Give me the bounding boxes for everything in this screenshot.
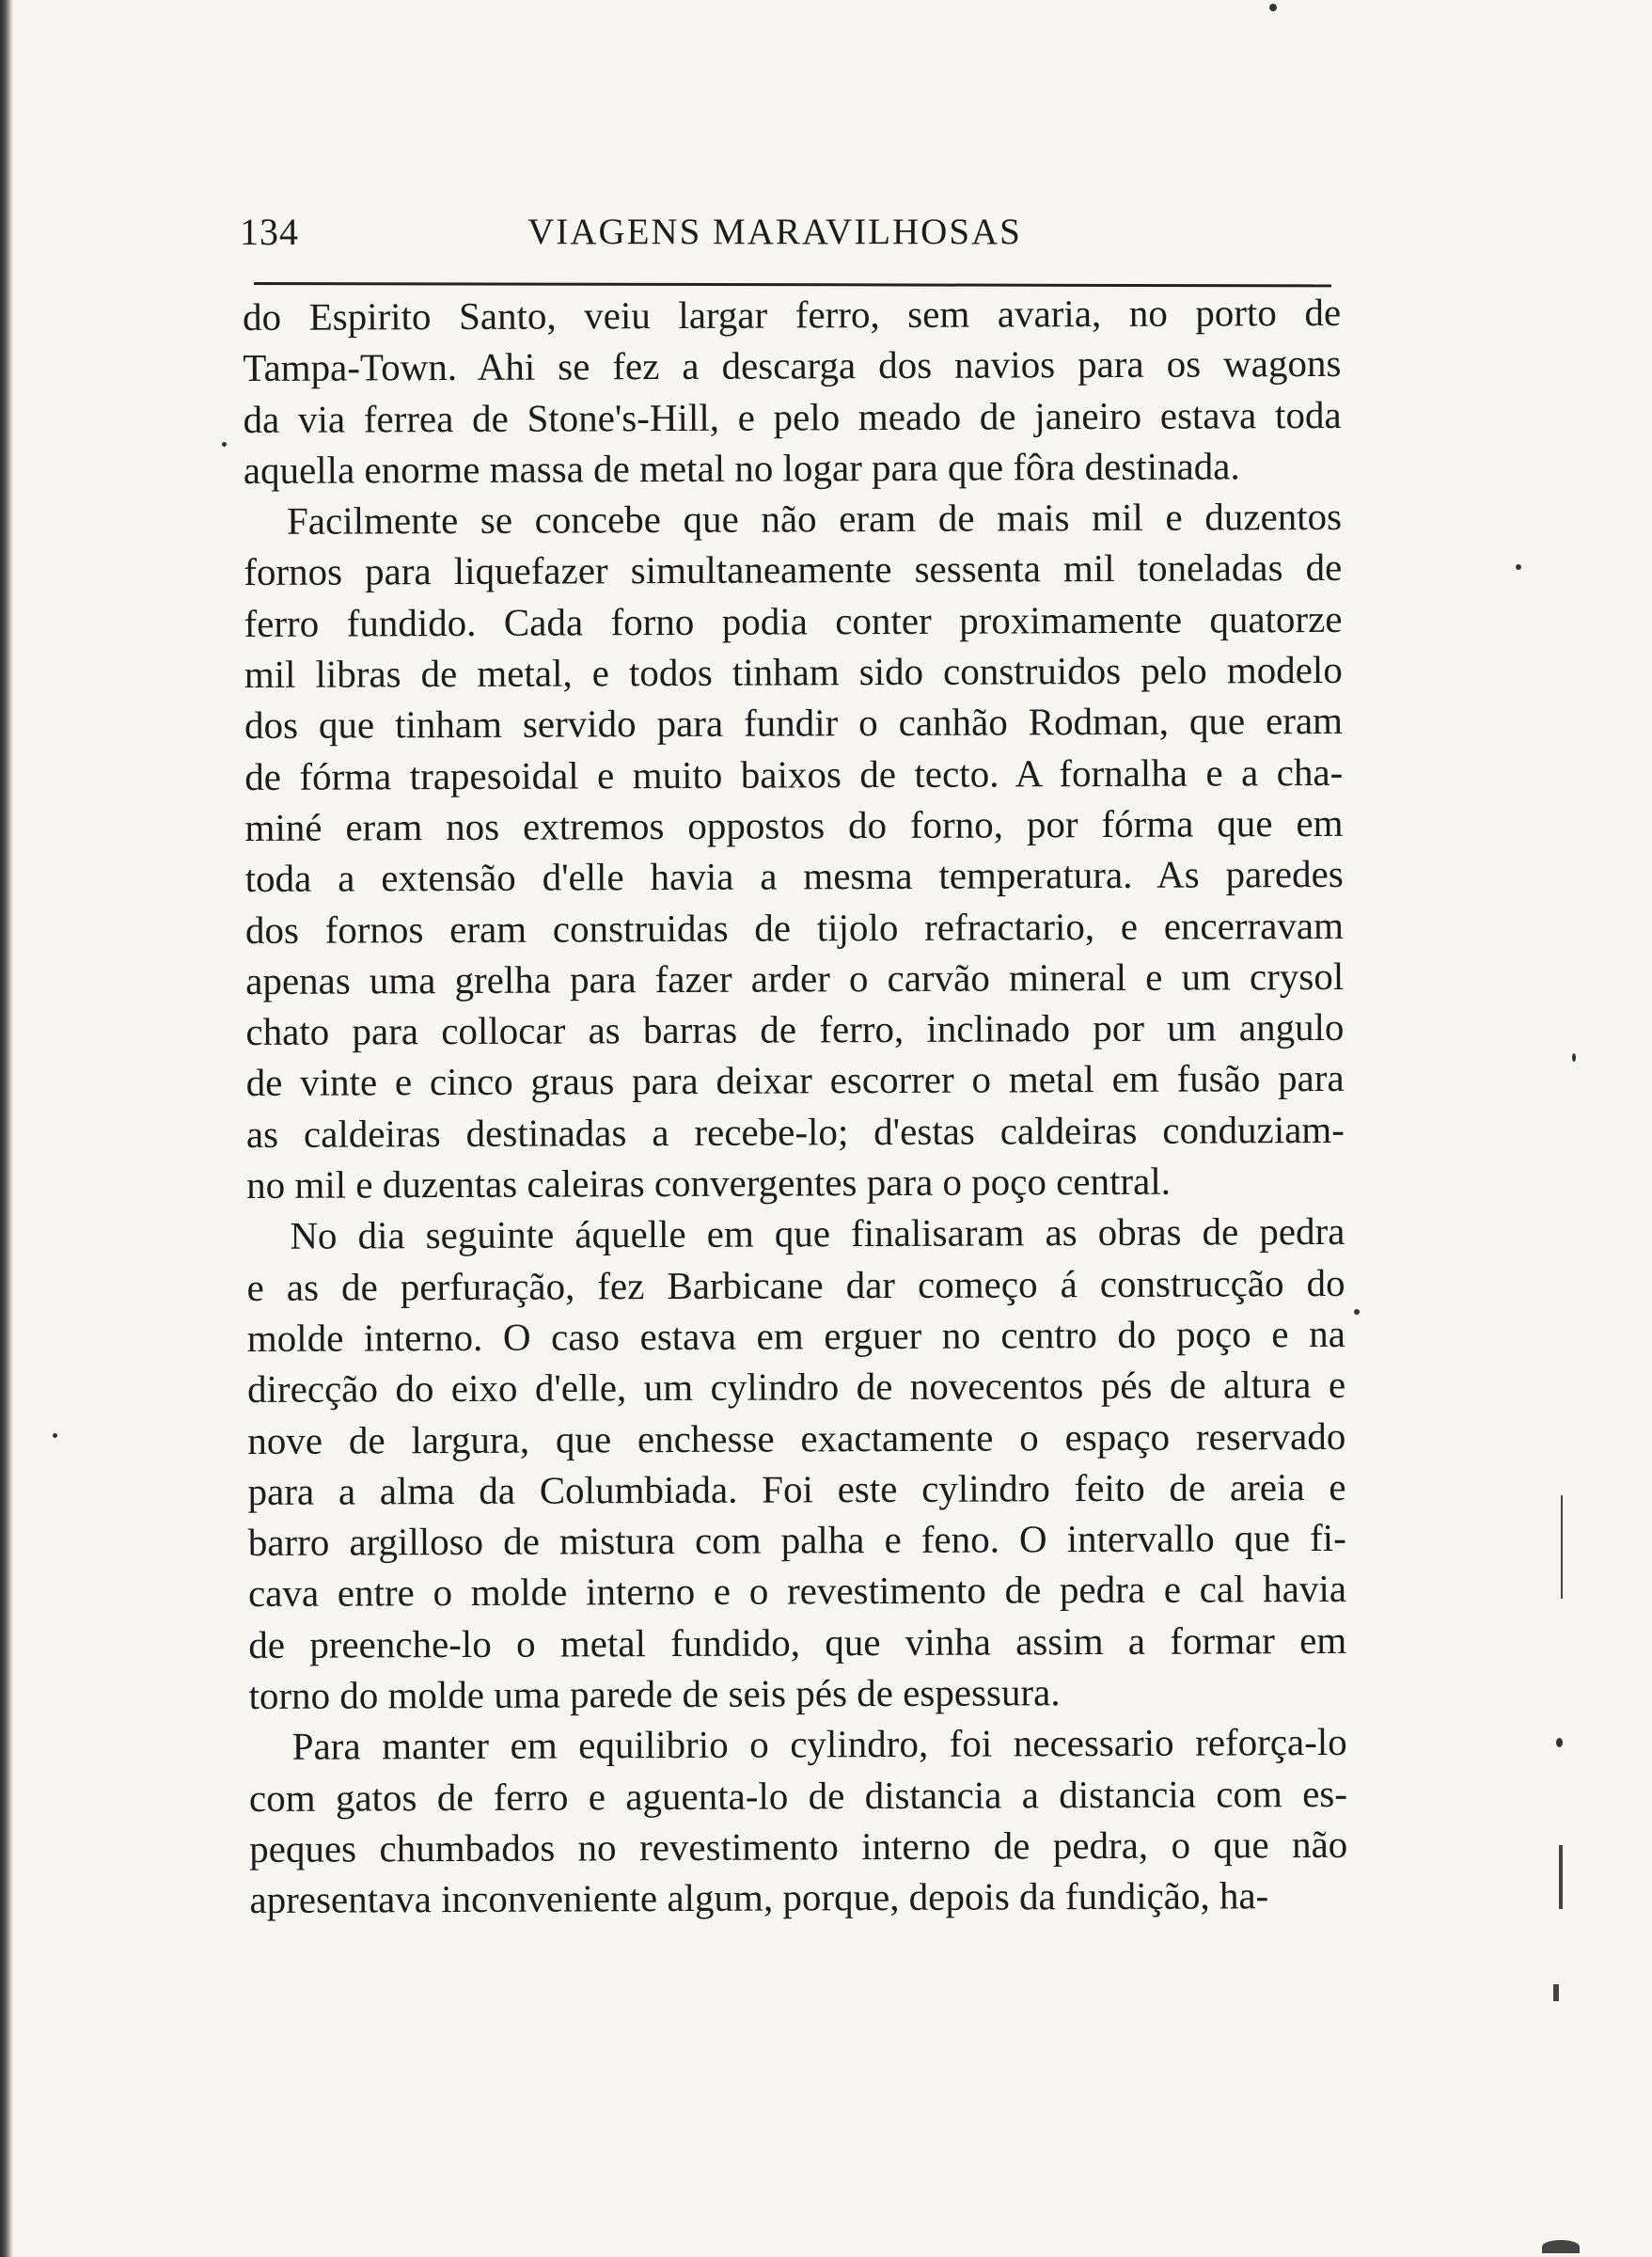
text-line: Tampa-Town. Ahi se fez a descarga dos navios para os wagons [243, 341, 1342, 390]
margin-mark [1542, 2240, 1580, 2253]
ink-speck [222, 442, 227, 447]
page-number: 134 [240, 211, 299, 253]
text-line: nove de largura, que enchesse exactamente o espaço reservado [247, 1413, 1346, 1462]
paragraph [246, 1206, 1346, 1721]
text-line: e as de perfuração, fez Barbicane dar começo á construcção do [246, 1260, 1345, 1309]
ink-speck [1269, 4, 1277, 11]
text-line: ferro fundido. Cada forno podia conter proximamente quatorze [244, 596, 1343, 645]
ink-speck [1556, 1738, 1563, 1747]
text-line: para a alma da Columbiada. Foi este cylindro feito de areia e [247, 1464, 1346, 1513]
body-text [243, 287, 1348, 1926]
text-line: torno do molde uma parede de seis pés de espessura. [248, 1670, 1061, 1718]
paragraph [243, 287, 1342, 496]
margin-mark [1553, 1984, 1559, 2001]
text-line: de fórma trapesoidal e muito baixos de tecto. A fornalha e a cha- [244, 750, 1344, 798]
text-line: apresentava inconveniente algum, porque, depois da fundição, ha- [249, 1873, 1269, 1922]
text-line: molde interno. O caso estava em erguer no centro do poço e na [246, 1311, 1345, 1360]
text-line: mil libras de metal, e todos tinham sido construidos pelo modelo [244, 647, 1343, 697]
text-line: Para manter em equilibrio o cylindro, foi necessario reforça-lo [291, 1720, 1347, 1769]
ink-speck [1516, 564, 1521, 570]
text-line: do Espirito Santo, veiu largar ferro, sem avaria, no porto de [243, 290, 1342, 339]
text-line: da via ferrea de Stone's-Hill, e pelo meado de janeiro estava toda [243, 392, 1342, 441]
text-line: peques chumbados no revestimento interno de pedra, o que não [249, 1822, 1348, 1870]
text-line: dos fornos eram construidas de tijolo refractario, e encerravam [244, 903, 1345, 952]
running-title: VIAGENS MARAVILHOSAS [527, 212, 1022, 252]
text-line: Facilmente se concebe que não eram de mais mil e duzentos [286, 495, 1343, 543]
text-line: apenas uma grelha para fazer arder o carvão mineral e um crysol [245, 954, 1345, 1002]
text-line: barro argilloso de mistura com palha e feno. O intervallo que fi- [247, 1516, 1346, 1565]
text-line: aquella enorme massa de metal no logar para que fôra destinada. [243, 444, 1240, 492]
text-line: chato para collocar as barras de ferro, inclinado por um angulo [245, 1005, 1345, 1054]
text-line: No dia seguinte áquelle em que finalisaram as obras de pedra [290, 1209, 1345, 1258]
text-line: fornos para liquefazer simultaneamente sessenta mil toneladas de [244, 545, 1343, 594]
header-rule [254, 282, 1331, 287]
margin-mark [1559, 1845, 1563, 1909]
text-line: as caldeiras destinadas a recebe-lo; d'estas caldeiras conduziam- [245, 1107, 1345, 1156]
binding-edge [0, 0, 13, 2257]
text-line: toda a extensão d'elle havia a mesma temperatura. As paredes [244, 852, 1344, 901]
paragraph [249, 1716, 1348, 1925]
ink-speck [53, 1433, 57, 1438]
margin-mark [1561, 1495, 1563, 1599]
text-line: no mil e duzentas caleiras convergentes para o poço central. [246, 1159, 1172, 1207]
text-line: cava entre o molde interno e o revestimento de pedra e cal havia [247, 1567, 1347, 1616]
text-line: miné eram nos extremos oppostos do forno, por fórma que em [244, 800, 1344, 849]
text-line: de preenche-lo o metal fundido, que vinha assim a formar em [248, 1618, 1347, 1666]
page-header [240, 209, 1310, 265]
ink-speck [1572, 1053, 1576, 1062]
text-line: dos que tinham servido para fundir o canhão Rodman, que eram [244, 699, 1344, 748]
text-line: com gatos de ferro e aguenta-lo de distancia a distancia com es- [248, 1771, 1348, 1820]
text-line: direcção do eixo d'elle, um cylindro de novecentos pés de altura e [246, 1363, 1346, 1412]
paragraph [244, 491, 1345, 1210]
ink-speck [1354, 1309, 1360, 1315]
text-line: de vinte e cinco graus para deixar escorrer o metal em fusão para [245, 1056, 1345, 1105]
